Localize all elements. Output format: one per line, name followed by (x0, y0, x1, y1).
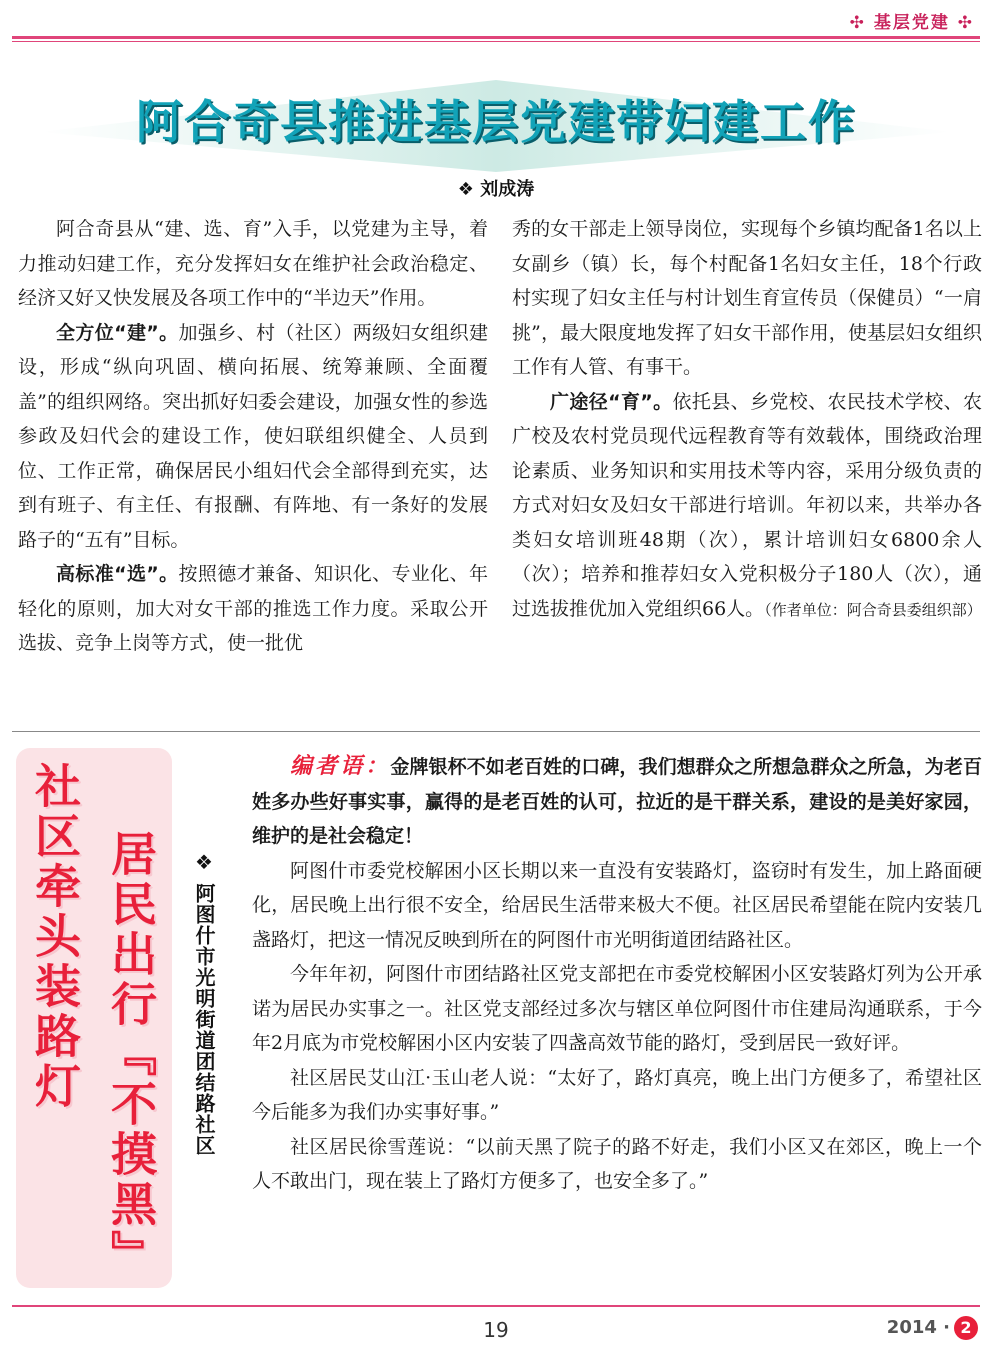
issue-number-badge: 2 (954, 1316, 978, 1340)
editor-note (252, 750, 982, 854)
author-affiliation: （作者单位：阿合奇县委组织部） (764, 600, 982, 619)
paragraph-select (18, 557, 488, 661)
headline-line-2: 居民出行『不摸黑』 (104, 830, 158, 1280)
header-rule-thin (12, 41, 980, 42)
issue-year: 2014 · (886, 1317, 950, 1338)
page-number: 19 (483, 1318, 509, 1342)
paragraph-text: 按照德才兼备、知识化、专业化、年轻化的原则，加大对女干部的推选工作力度。采取公开选拔、竞争上岗等方式，使一批优 (18, 563, 488, 654)
article2-author: ❖ 阿图什市光明街道团结路社区 (192, 850, 216, 1156)
headline-line-1: 社区牵头装路灯 (28, 762, 82, 1112)
paragraph-text: 加强乡、村（社区）两级妇女组织建设，形成“纵向巩固、横向拓展、统筹兼顾、全面覆盖”的组织网络。突出抓好妇委会建设，加强女性的参选参政及妇代会的建设工作，使妇联组织健全、人员到位、工作正常，确保居民小组妇代会全部得到充实，达到有班子、有主任、有报酬、有阵地、有一条好的发展路子的“五有”目标。 (18, 321, 488, 551)
paragraph-heading: 全方位“建”。 (56, 321, 179, 344)
footer-rule (12, 1305, 980, 1307)
article-column-right (512, 212, 982, 627)
paragraph-build (18, 316, 488, 558)
editor-label: 编者语： (290, 754, 391, 779)
paragraph-text: 依托县、乡党校、农民技术学校、农广校及农村党员现代远程教育等有效载体，围绕政治理论素质、业务知识和实用技术等内容，采用分级负责的方式对妇女及妇女干部进行培训。年初以来，共举办各类妇女培训班48期（次），累计培训妇女6800余人（次）；培养和推荐妇女入党积极分子180人（次），通过选拔推优加入党组织66人。 (512, 390, 982, 620)
article-author: ❖ 刘成涛 (457, 179, 535, 200)
article-column-left (18, 212, 488, 661)
paragraph-4: 社区居民徐雪莲说：“以前天黑了院子的路不好走，我们小区又在郊区，晚上一个人不敢出门，现在装上了路灯方便多了，也安全多了。” (252, 1135, 982, 1192)
editor-text: 金牌银杯不如老百姓的口碑，我们想群众之所想急群众之所急，为老百姓多办些好事实事，赢得的是老百姓的认可，拉近的是干群关系，建设的是美好家园，维护的是社会稳定！ (252, 756, 982, 847)
paragraph-educate (512, 385, 982, 628)
paragraph-1: 阿图什市委党校解困小区长期以来一直没有安装路灯，盗窃时有发生，加上路面硬化，居民晚上出行很不安全，给居民生活带来极大不便。社区居民希望能在院内安装几盏路灯，把这一情况反映到所在的阿图什市光明街道团结路社区。 (252, 859, 982, 951)
paragraph-heading: 高标准“选”。 (56, 563, 179, 585)
issue-label (887, 1316, 978, 1340)
paragraph-select-continued: 秀的女干部走上领导岗位，实现每个乡镇均配备1名以上女副乡（镇）长，每个村配备1名妇女主任，18个行政村实现了妇女主任与村计划生育宣传员（保健员）“一肩挑”，最大限度地发挥了妇女干部作用，使基层妇女组织工作有人管、有事干。 (512, 218, 982, 378)
paragraph-intro: 阿合奇县从“建、选、育”入手，以党建为主导，着力推动妇建工作，充分发挥妇女在维护社会政治稳定、经济又好又快发展及各项工作中的“半边天”作用。 (18, 218, 488, 309)
paragraph-heading: 广途径“育”。 (550, 390, 673, 413)
section-divider (12, 731, 980, 732)
article-title: 阿合奇县推进基层党建带妇建工作 (136, 95, 856, 149)
header-rule (12, 36, 980, 39)
article2-body (252, 750, 982, 1199)
paragraph-2: 今年年初，阿图什市团结路社区党支部把在市委党校解困小区安装路灯列为公开承诺为居民办实事之一。社区党支部经过多次与辖区单位阿图什市住建局沟通联系，于今年2月底为市党校解困小区内安装了四盏高效节能的路灯，受到居民一致好评。 (252, 963, 982, 1054)
section-tag: ✣ 基层党建 ✣ (849, 13, 974, 33)
paragraph-3: 社区居民艾山江·玉山老人说：“太好了，路灯真亮，晚上出门方便多了，希望社区今后能多为我们办实事好事。” (252, 1066, 982, 1123)
